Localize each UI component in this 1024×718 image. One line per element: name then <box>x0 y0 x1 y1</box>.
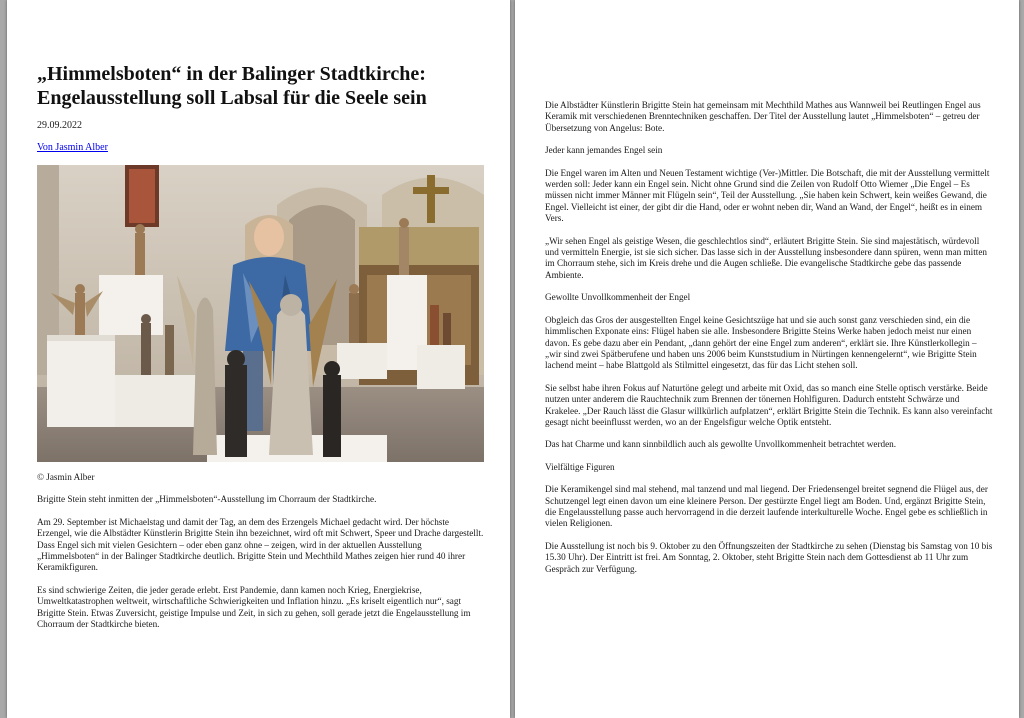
author-link[interactable]: Von Jasmin Alber <box>37 142 108 153</box>
page-1-content <box>37 62 485 630</box>
article-paragraph: Die Albstädter Künstlerin Brigitte Stein hat gemeinsam mit Mechthild Mathes aus Wannweil bei Reutlingen Engel aus Keramik mit verschiedenen Brenntechniken geschaffen. Der Titel der Ausstellung lautet „Himmelsboten“ – getreu der Übersetzung von Angelus: Bote. <box>545 100 981 133</box>
article-paragraph: Das hat Charme und kann sinnbildlich auch als gewollte Unvollkommenheit betrachtet werden. <box>545 439 897 450</box>
article-title: „Himmelsboten“ in der Balinger Stadtkirche: Engelausstellung soll Labsal für die Seele sein <box>37 63 427 109</box>
article-photo <box>37 165 484 462</box>
article-paragraph: Sie selbst habe ihren Fokus auf Naturtöne gelegt und arbeite mit Oxid, das so manch eine Stelle optisch verstärke. Beide nutzen unter anderem die Rauchtechnik zum Brennen der tönernen Hohlfiguren. Dadurch entsteht Schwärze und Krakelee. „Der Rauch lässt die Glasur willkürlich aufplatzen“, erklärt Brigitte Stein die Technik. Es kann also vereinfacht gesagt nicht beeinflusst werden, wo an der Engelsfigur welche Optik entsteht. <box>545 382 993 427</box>
article-paragraph: Es sind schwierige Zeiten, die jeder gerade erlebt. Erst Pandemie, dann kamen noch Krieg, Energiekrise, Umweltkatastrophen weltweit, wirtschaftliche Schwierigkeiten und Inflation hinzu. „Es kriselt eigentlich nur“, sagt Brigitte Stein. Etwas Zuversicht, geistige Impulse und Zeit, in sich zu gehen, soll gerade jetzt die Engelausstellung im Chorraum der Stadtkirche bieten. <box>37 584 471 630</box>
document-page-1 <box>7 0 510 718</box>
photo-credit: © Jasmin Alber <box>37 472 95 482</box>
article-paragraph: Obgleich das Gros der ausgestellten Engel keine Gesichtszüge hat und sie auch sonst ganz verschieden sind, ein die himmlischen Exponate eins: Flügel haben sie alle. Insbesondere Brigitte Steins Werke haben jedoch meist nur einen davon. Es gebe dazu aber ein Pendant, „dann gehört der eine Engel zum anderen“, erklärt sie. Ihre Künstlerkollegin – „wir sind zwei Spätberufene und haben uns 2006 beim Kunststudium in Nürtingen kennengelernt“, wie Brigitte Stein lachend meint – habe Blattgold als Stilmittel eingesetzt, das für das Licht stehen soll. <box>545 314 977 371</box>
page-2-content <box>545 100 995 586</box>
section-heading: Jeder kann jemandes Engel sein <box>545 145 663 156</box>
article-paragraph: Die Engel waren im Alten und Neuen Testament wichtige (Ver-)Mittler. Die Botschaft, die mit der Ausstellung vermittelt werden soll: Jeder kann ein Engel sein. Nicht ohne Grund sind die Zeilen von Rudolf Otto Wiemer „Die Engel – Es müssen nicht immer Männer mit Flügeln sein“, Teil der Ausstellung. „Sie haben kein Schwert, kein weißes Gewand, die Engel. Vielleicht ist einer, der gibt dir die Hand, oder er wohnt neben dir, Wand an Wand, der Engel“, heißt es in einem Vers. <box>545 167 990 224</box>
article-paragraph: Die Ausstellung ist noch bis 9. Oktober zu den Öffnungszeiten der Stadtkirche zu sehen (Dienstag bis Samstag von 10 bis 15.30 Uhr). Der Eintritt ist frei. Am Sonntag, 2. Oktober, steht Brigitte Stein nach dem Gottesdienst ab 11 Uhr zum Gespräch zur Verfügung. <box>545 540 993 574</box>
exhibition-photo-illustration <box>37 165 484 462</box>
photo-caption: Brigitte Stein steht inmitten der „Himmelsboten“-Ausstellung im Chorraum der Stadtkirche. <box>37 494 377 505</box>
section-heading: Vielfältige Figuren <box>545 461 615 472</box>
article-paragraph: „Wir sehen Engel als geistige Wesen, die geschlechtlos sind“, erläutert Brigitte Stein. Sie sind majestätisch, würdevoll und vermitteln Energie, ist sie sich sicher. Das lasse sich in der Ausstellung insbesondere dann spüren, wenn man mitten im Chorraum stehe, sich im Kreis drehe und die Augen schließe. Die evangelische Stadtkirche gebe das passende Ambiente. <box>545 235 988 280</box>
article-paragraph: Am 29. September ist Michaelstag und damit der Tag, an dem des Erzengels Michael gedacht wird. Der höchste Erzengel, wie die Albstädter Künstlerin Brigitte Stein ihn bezeichnet, wird oft mit Schwert, Speer und Drache dargestellt. Dass Engel sich mit vielen Gesichtern – oder eben ganz ohne – zeigen, wird in der aktuellen Ausstellung „Himmelsboten“ in der Balinger Stadtkirche deutlich. Brigitte Stein und Mechthild Mathes zeigen hier rund 40 ihrer Keramikfiguren. <box>37 516 484 573</box>
article-date: 29.09.2022 <box>37 120 82 131</box>
article-paragraph: Die Keramikengel sind mal stehend, mal tanzend und mal liegend. Der Friedensengel breitet segnend die Flügel aus, der Schutzengel legt einen davon um eine kleinere Person. Der gestürzte Engel liegt am Boden. Und, ergänzt Brigitte Stein, die Engelausstellung passe auch hervorragend in die derzeit laufende interkulturelle Woche. Engel gebe es schließlich in vielen Religionen. <box>545 484 988 529</box>
section-heading: Gewollte Unvollkommenheit der Engel <box>545 292 691 303</box>
document-page-2 <box>515 0 1019 718</box>
